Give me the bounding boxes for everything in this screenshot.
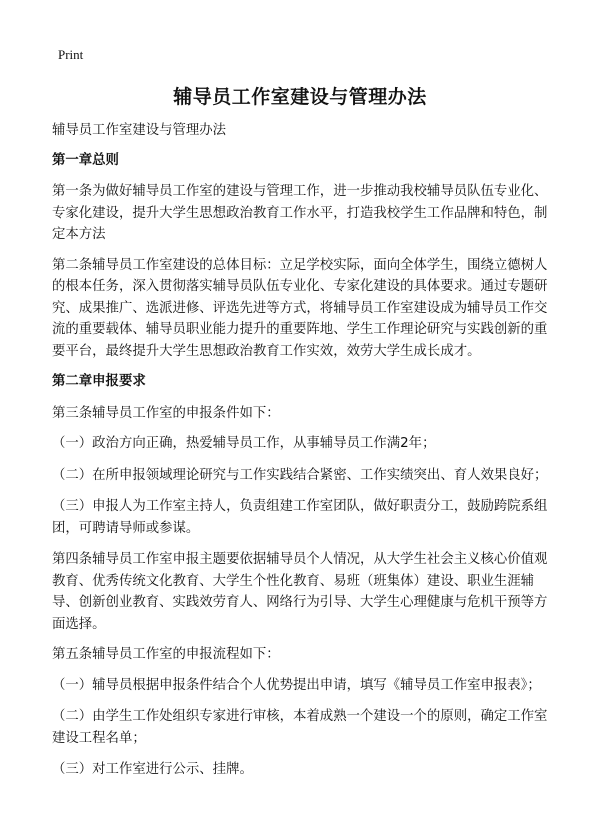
article-5-item-1: （一）辅导员根据申报条件结合个人优势提出申请，填写《辅导员工作室申报表》； (52, 677, 541, 693)
article-4: 第四条辅导员工作室申报主题要依据辅导员个人情况，从大学生社会主义核心价值观教育、优秀传统文化教育、大学生个性化教育、易班（班集体）建设、职业生涯辅导、创新创业教育、实践效劳育人、网络行为引导、大学生心理健康与危机干预等方面选择。 (52, 552, 548, 632)
article-5: 第五条辅导员工作室的申报流程如下： (52, 647, 280, 662)
print-link[interactable]: Print (58, 47, 84, 62)
article-3-item-3: （三）申报人为工作室主持人，负责组建工作室团队，做好职责分工，鼓励跨院系组团，可聘请导师或参谋。 (52, 499, 548, 536)
chapter-2-heading: 第二章申报要求 (52, 374, 146, 389)
article-5-item-3: （三）对工作室进行公示、挂牌。 (52, 762, 253, 777)
document-body (52, 120, 552, 791)
article-3-item-2: （二）在所申报领域理论研究与工作实践结合紧密、工作实绩突出、育人效果良好； (52, 467, 548, 483)
article-3: 第三条辅导员工作室的申报条件如下： (52, 405, 280, 421)
chapter-1-heading: 第一章总则 (52, 152, 119, 168)
article-2: 第二条辅导员工作室建设的总体目标：立足学校实际，面向全体学生，围绕立德树人的根本任务，深入贯彻落实辅导员队伍专业化、专家化建设的具体要求。通过专题研究、成果推广、选派进修、评选先进等方式，将辅导员工作室建设成为辅导员工作交流的重要载体、辅导员职业能力提升的重要阵地、学生工作理论研究与实践创新的重要平台，最终提升大学生思想政治教育工作实效，效劳大学生成长成才。 (52, 257, 548, 359)
page-title: 辅导员工作室建设与管理办法 (173, 86, 427, 108)
document-subtitle: 辅导员工作室建设与管理办法 (52, 123, 227, 138)
article-5-item-2: （二）由学生工作处组织专家进行审核，本着成熟一个建设一个的原则，确定工作室建设工程名单； (52, 709, 548, 746)
article-3-item-1: （一）政治方向正确，热爱辅导员工作，从事辅导员工作满2年； (52, 436, 436, 451)
article-1: 第一条为做好辅导员工作室的建设与管理工作，进一步推动我校辅导员队伍专业化、专家化建设，提升大学生思想政治教育工作水平，打造我校学生工作品牌和特色，制定本方法 (52, 184, 548, 242)
